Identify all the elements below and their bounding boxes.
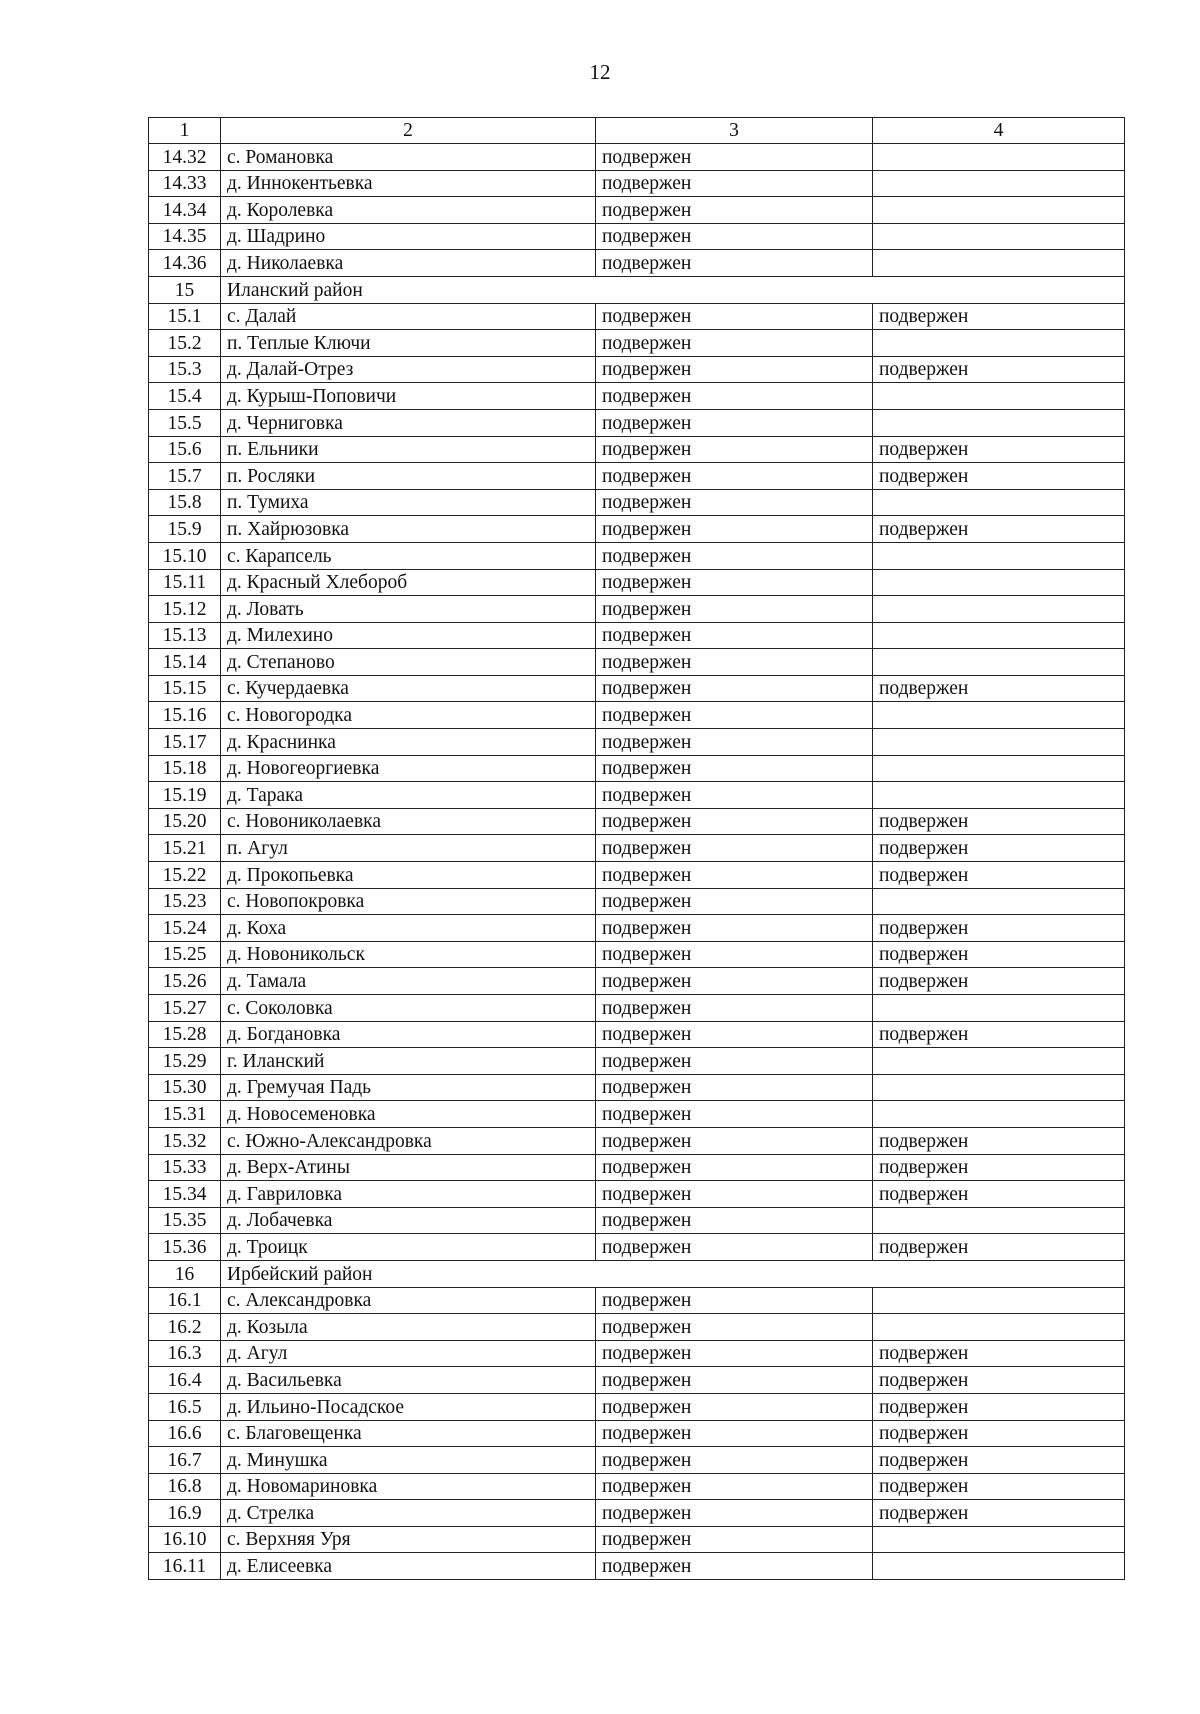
- table-row: [149, 1393, 1125, 1420]
- exposure-cell: подвержен: [873, 1154, 1125, 1181]
- settlement-name-cell: д. Прокопьевка: [221, 862, 596, 889]
- row-number-cell: 15.32: [149, 1127, 221, 1154]
- settlement-name-cell: д. Королевка: [221, 197, 596, 224]
- settlement-name-cell: с. Новопокровка: [221, 888, 596, 915]
- row-number-cell: 15.2: [149, 330, 221, 357]
- exposure-cell: [873, 1074, 1125, 1101]
- settlement-name-cell: д. Шадрино: [221, 223, 596, 250]
- exposure-cell: подвержен: [596, 1181, 873, 1208]
- row-number-cell: 15.8: [149, 489, 221, 516]
- row-number-cell: 14.36: [149, 250, 221, 277]
- row-number-cell: 14.35: [149, 223, 221, 250]
- table-row: [149, 1021, 1125, 1048]
- table-row: [149, 1127, 1125, 1154]
- exposure-cell: [873, 569, 1125, 596]
- row-number-cell: 16.5: [149, 1393, 221, 1420]
- row-number-cell: 15.23: [149, 888, 221, 915]
- settlement-name-cell: с. Новогородка: [221, 702, 596, 729]
- settlement-name-cell: д. Богдановка: [221, 1021, 596, 1048]
- row-number-cell: 15.14: [149, 649, 221, 676]
- table-row: [149, 1074, 1125, 1101]
- settlement-name-cell: д. Николаевка: [221, 250, 596, 277]
- exposure-cell: подвержен: [596, 862, 873, 889]
- exposure-cell: подвержен: [596, 516, 873, 543]
- exposure-cell: подвержен: [596, 968, 873, 995]
- exposure-cell: [873, 330, 1125, 357]
- row-number-cell: 15.15: [149, 675, 221, 702]
- exposure-cell: подвержен: [596, 303, 873, 330]
- row-number-cell: 16.3: [149, 1340, 221, 1367]
- exposure-cell: подвержен: [873, 436, 1125, 463]
- table-row: [149, 941, 1125, 968]
- settlement-name-cell: д. Новогеоргиевка: [221, 755, 596, 782]
- exposure-cell: подвержен: [596, 542, 873, 569]
- exposure-cell: подвержен: [873, 463, 1125, 490]
- settlement-name-cell: д. Краснинка: [221, 729, 596, 756]
- row-number-cell: 15: [149, 276, 221, 303]
- exposure-cell: подвержен: [596, 649, 873, 676]
- exposure-cell: подвержен: [596, 463, 873, 490]
- table-row: [149, 649, 1125, 676]
- exposure-cell: подвержен: [873, 1234, 1125, 1261]
- row-number-cell: 16.4: [149, 1367, 221, 1394]
- exposure-cell: подвержен: [596, 250, 873, 277]
- row-number-cell: 16.8: [149, 1473, 221, 1500]
- table-row: [149, 1340, 1125, 1367]
- exposure-cell: подвержен: [596, 941, 873, 968]
- exposure-cell: подвержен: [596, 356, 873, 383]
- row-number-cell: 16.6: [149, 1420, 221, 1447]
- settlement-name-cell: Ирбейский район: [221, 1260, 1125, 1287]
- settlement-name-cell: п. Росляки: [221, 463, 596, 490]
- settlement-name-cell: д. Тарака: [221, 782, 596, 809]
- table-header-row: [149, 118, 1125, 144]
- exposure-cell: подвержен: [596, 144, 873, 171]
- row-number-cell: 15.18: [149, 755, 221, 782]
- exposure-cell: подвержен: [596, 409, 873, 436]
- exposure-cell: [873, 1048, 1125, 1075]
- table-row: [149, 968, 1125, 995]
- exposure-cell: подвержен: [873, 1340, 1125, 1367]
- table-row: [149, 915, 1125, 942]
- row-number-cell: 15.16: [149, 702, 221, 729]
- exposure-cell: подвержен: [873, 1127, 1125, 1154]
- table-row: [149, 223, 1125, 250]
- settlement-name-cell: д. Курыш-Поповичи: [221, 383, 596, 410]
- exposure-cell: подвержен: [873, 968, 1125, 995]
- row-number-cell: 15.20: [149, 808, 221, 835]
- settlement-name-cell: п. Ельники: [221, 436, 596, 463]
- exposure-cell: [873, 596, 1125, 623]
- row-number-cell: 15.3: [149, 356, 221, 383]
- exposure-cell: подвержен: [873, 1181, 1125, 1208]
- exposure-cell: подвержен: [596, 197, 873, 224]
- row-number-cell: 15.10: [149, 542, 221, 569]
- exposure-cell: [873, 649, 1125, 676]
- exposure-cell: [873, 1207, 1125, 1234]
- settlement-name-cell: д. Милехино: [221, 622, 596, 649]
- exposure-cell: подвержен: [596, 1207, 873, 1234]
- settlement-name-cell: с. Благовещенка: [221, 1420, 596, 1447]
- settlement-name-cell: п. Теплые Ключи: [221, 330, 596, 357]
- table-row: [149, 569, 1125, 596]
- row-number-cell: 16: [149, 1260, 221, 1287]
- exposure-cell: подвержен: [596, 1314, 873, 1341]
- exposure-cell: [873, 197, 1125, 224]
- exposure-cell: подвержен: [596, 1234, 873, 1261]
- table-row: [149, 170, 1125, 197]
- settlement-name-cell: д. Черниговка: [221, 409, 596, 436]
- exposure-cell: подвержен: [596, 330, 873, 357]
- table-row: [149, 409, 1125, 436]
- exposure-cell: подвержен: [873, 356, 1125, 383]
- exposure-cell: подвержен: [596, 995, 873, 1022]
- settlement-name-cell: с. Романовка: [221, 144, 596, 171]
- settlement-name-cell: д. Стрелка: [221, 1500, 596, 1527]
- settlement-name-cell: п. Тумиха: [221, 489, 596, 516]
- row-number-cell: 15.6: [149, 436, 221, 463]
- table-row: [149, 463, 1125, 490]
- exposure-cell: подвержен: [596, 1074, 873, 1101]
- table-row: [149, 755, 1125, 782]
- row-number-cell: 15.26: [149, 968, 221, 995]
- table-row: [149, 330, 1125, 357]
- exposure-cell: подвержен: [596, 489, 873, 516]
- section-row: [149, 276, 1125, 303]
- table-row: [149, 1367, 1125, 1394]
- row-number-cell: 15.30: [149, 1074, 221, 1101]
- exposure-cell: подвержен: [596, 1287, 873, 1314]
- exposure-cell: [873, 755, 1125, 782]
- exposure-cell: подвержен: [873, 516, 1125, 543]
- table-row: [149, 516, 1125, 543]
- table-row: [149, 1500, 1125, 1527]
- settlement-name-cell: д. Елисеевка: [221, 1553, 596, 1580]
- exposure-cell: подвержен: [596, 755, 873, 782]
- settlement-name-cell: с. Южно-Александровка: [221, 1127, 596, 1154]
- table-row: [149, 1234, 1125, 1261]
- row-number-cell: 14.34: [149, 197, 221, 224]
- table-row: [149, 197, 1125, 224]
- settlement-name-cell: д. Минушка: [221, 1447, 596, 1474]
- row-number-cell: 16.11: [149, 1553, 221, 1580]
- row-number-cell: 16.2: [149, 1314, 221, 1341]
- row-number-cell: 16.10: [149, 1526, 221, 1553]
- exposure-cell: подвержен: [596, 1340, 873, 1367]
- exposure-cell: подвержен: [873, 1447, 1125, 1474]
- settlement-name-cell: д. Васильевка: [221, 1367, 596, 1394]
- exposure-cell: [873, 1287, 1125, 1314]
- exposure-cell: [873, 1553, 1125, 1580]
- row-number-cell: 15.1: [149, 303, 221, 330]
- exposure-cell: [873, 383, 1125, 410]
- table-row: [149, 782, 1125, 809]
- exposure-cell: [873, 542, 1125, 569]
- table-row: [149, 542, 1125, 569]
- table-row: [149, 303, 1125, 330]
- exposure-cell: подвержен: [596, 436, 873, 463]
- exposure-cell: подвержен: [596, 1393, 873, 1420]
- exposure-cell: подвержен: [873, 1393, 1125, 1420]
- exposure-cell: подвержен: [596, 782, 873, 809]
- settlement-name-cell: с. Соколовка: [221, 995, 596, 1022]
- settlement-name-cell: д. Ловать: [221, 596, 596, 623]
- table-row: [149, 1181, 1125, 1208]
- settlement-name-cell: д. Гремучая Падь: [221, 1074, 596, 1101]
- row-number-cell: 15.31: [149, 1101, 221, 1128]
- exposure-cell: [873, 1526, 1125, 1553]
- exposure-cell: подвержен: [873, 915, 1125, 942]
- table-row: [149, 596, 1125, 623]
- exposure-cell: подвержен: [596, 808, 873, 835]
- settlement-name-cell: д. Новосеменовка: [221, 1101, 596, 1128]
- settlement-name-cell: д. Далай-Отрез: [221, 356, 596, 383]
- exposure-cell: подвержен: [873, 675, 1125, 702]
- settlement-name-cell: Иланский район: [221, 276, 1125, 303]
- row-number-cell: 15.21: [149, 835, 221, 862]
- table-row: [149, 1048, 1125, 1075]
- exposure-cell: подвержен: [596, 1154, 873, 1181]
- row-number-cell: 15.25: [149, 941, 221, 968]
- table-row: [149, 995, 1125, 1022]
- exposure-cell: подвержен: [596, 1420, 873, 1447]
- table-row: [149, 1473, 1125, 1500]
- settlement-name-cell: д. Козыла: [221, 1314, 596, 1341]
- exposure-cell: подвержен: [596, 1127, 873, 1154]
- exposure-cell: подвержен: [596, 1500, 873, 1527]
- settlement-name-cell: д. Тамала: [221, 968, 596, 995]
- header-cell: 2: [221, 118, 596, 144]
- exposure-cell: [873, 409, 1125, 436]
- exposure-cell: [873, 729, 1125, 756]
- exposure-cell: подвержен: [596, 915, 873, 942]
- row-number-cell: 16.7: [149, 1447, 221, 1474]
- table-row: [149, 1526, 1125, 1553]
- table-row: [149, 489, 1125, 516]
- table-row: [149, 1101, 1125, 1128]
- page-number: 12: [589, 60, 611, 84]
- exposure-cell: подвержен: [596, 1553, 873, 1580]
- row-number-cell: 15.36: [149, 1234, 221, 1261]
- exposure-cell: подвержен: [596, 888, 873, 915]
- exposure-cell: [873, 223, 1125, 250]
- exposure-cell: подвержен: [873, 1367, 1125, 1394]
- table-row: [149, 1447, 1125, 1474]
- settlement-name-cell: д. Агул: [221, 1340, 596, 1367]
- exposure-cell: подвержен: [873, 808, 1125, 835]
- table-row: [149, 1420, 1125, 1447]
- exposure-cell: [873, 144, 1125, 171]
- table-row: [149, 144, 1125, 171]
- settlement-name-cell: д. Верх-Атины: [221, 1154, 596, 1181]
- table-row: [149, 808, 1125, 835]
- settlement-name-cell: д. Иннокентьевка: [221, 170, 596, 197]
- row-number-cell: 15.27: [149, 995, 221, 1022]
- exposure-cell: [873, 1101, 1125, 1128]
- table-row: [149, 702, 1125, 729]
- header-cell: 4: [873, 118, 1125, 144]
- exposure-cell: [873, 995, 1125, 1022]
- row-number-cell: 15.11: [149, 569, 221, 596]
- settlement-name-cell: п. Агул: [221, 835, 596, 862]
- exposure-cell: подвержен: [873, 1500, 1125, 1527]
- table-row: [149, 675, 1125, 702]
- exposure-cell: подвержен: [596, 569, 873, 596]
- settlement-name-cell: д. Ильино-Посадское: [221, 1393, 596, 1420]
- table-row: [149, 862, 1125, 889]
- settlement-name-cell: с. Карапсель: [221, 542, 596, 569]
- settlement-name-cell: д. Троицк: [221, 1234, 596, 1261]
- row-number-cell: 15.28: [149, 1021, 221, 1048]
- exposure-cell: подвержен: [596, 702, 873, 729]
- row-number-cell: 15.12: [149, 596, 221, 623]
- exposure-cell: [873, 170, 1125, 197]
- exposure-cell: [873, 622, 1125, 649]
- exposure-cell: подвержен: [596, 383, 873, 410]
- row-number-cell: 14.32: [149, 144, 221, 171]
- row-number-cell: 15.22: [149, 862, 221, 889]
- table-row: [149, 835, 1125, 862]
- settlement-name-cell: д. Новоникольск: [221, 941, 596, 968]
- exposure-cell: подвержен: [596, 596, 873, 623]
- table-row: [149, 1287, 1125, 1314]
- row-number-cell: 15.13: [149, 622, 221, 649]
- exposure-cell: [873, 888, 1125, 915]
- settlement-name-cell: с. Кучердаевка: [221, 675, 596, 702]
- row-number-cell: 14.33: [149, 170, 221, 197]
- row-number-cell: 15.29: [149, 1048, 221, 1075]
- exposure-cell: подвержен: [596, 835, 873, 862]
- table-row: [149, 1553, 1125, 1580]
- table-row: [149, 729, 1125, 756]
- settlement-name-cell: д. Коха: [221, 915, 596, 942]
- row-number-cell: 15.33: [149, 1154, 221, 1181]
- exposure-cell: [873, 702, 1125, 729]
- exposure-cell: подвержен: [596, 1526, 873, 1553]
- settlement-name-cell: с. Александровка: [221, 1287, 596, 1314]
- row-number-cell: 15.5: [149, 409, 221, 436]
- section-row: [149, 1260, 1125, 1287]
- row-number-cell: 16.1: [149, 1287, 221, 1314]
- exposure-cell: подвержен: [596, 729, 873, 756]
- settlement-name-cell: д. Красный Хлебороб: [221, 569, 596, 596]
- settlement-name-cell: п. Хайрюзовка: [221, 516, 596, 543]
- exposure-cell: подвержен: [596, 223, 873, 250]
- row-number-cell: 16.9: [149, 1500, 221, 1527]
- settlement-name-cell: д. Новомариновка: [221, 1473, 596, 1500]
- settlement-name-cell: с. Новониколаевка: [221, 808, 596, 835]
- exposure-cell: [873, 250, 1125, 277]
- exposure-cell: подвержен: [596, 622, 873, 649]
- exposure-cell: подвержен: [873, 862, 1125, 889]
- table-row: [149, 356, 1125, 383]
- table-row: [149, 383, 1125, 410]
- exposure-cell: [873, 782, 1125, 809]
- exposure-cell: подвержен: [596, 675, 873, 702]
- exposure-cell: подвержен: [873, 1420, 1125, 1447]
- exposure-cell: подвержен: [596, 1021, 873, 1048]
- table-row: [149, 1207, 1125, 1234]
- row-number-cell: 15.24: [149, 915, 221, 942]
- exposure-cell: подвержен: [873, 941, 1125, 968]
- row-number-cell: 15.19: [149, 782, 221, 809]
- settlement-name-cell: г. Иланский: [221, 1048, 596, 1075]
- header-cell: 1: [149, 118, 221, 144]
- exposure-cell: подвержен: [873, 1021, 1125, 1048]
- settlement-name-cell: с. Верхняя Уря: [221, 1526, 596, 1553]
- row-number-cell: 15.9: [149, 516, 221, 543]
- table-row: [149, 888, 1125, 915]
- exposure-cell: подвержен: [596, 1473, 873, 1500]
- table-row: [149, 1154, 1125, 1181]
- row-number-cell: 15.7: [149, 463, 221, 490]
- settlement-name-cell: с. Далай: [221, 303, 596, 330]
- exposure-cell: подвержен: [596, 1101, 873, 1128]
- row-number-cell: 15.4: [149, 383, 221, 410]
- settlements-table: [148, 117, 1125, 1580]
- row-number-cell: 15.34: [149, 1181, 221, 1208]
- settlement-name-cell: д. Лобачевка: [221, 1207, 596, 1234]
- row-number-cell: 15.17: [149, 729, 221, 756]
- table-row: [149, 622, 1125, 649]
- exposure-cell: подвержен: [596, 1447, 873, 1474]
- exposure-cell: подвержен: [596, 1048, 873, 1075]
- settlement-name-cell: д. Степаново: [221, 649, 596, 676]
- exposure-cell: подвержен: [596, 1367, 873, 1394]
- exposure-cell: подвержен: [873, 303, 1125, 330]
- row-number-cell: 15.35: [149, 1207, 221, 1234]
- header-cell: 3: [596, 118, 873, 144]
- exposure-cell: подвержен: [873, 1473, 1125, 1500]
- table-row: [149, 1314, 1125, 1341]
- settlement-name-cell: д. Гавриловка: [221, 1181, 596, 1208]
- exposure-cell: подвержен: [596, 170, 873, 197]
- table-row: [149, 436, 1125, 463]
- exposure-cell: [873, 1314, 1125, 1341]
- exposure-cell: [873, 489, 1125, 516]
- exposure-cell: подвержен: [873, 835, 1125, 862]
- table-row: [149, 250, 1125, 277]
